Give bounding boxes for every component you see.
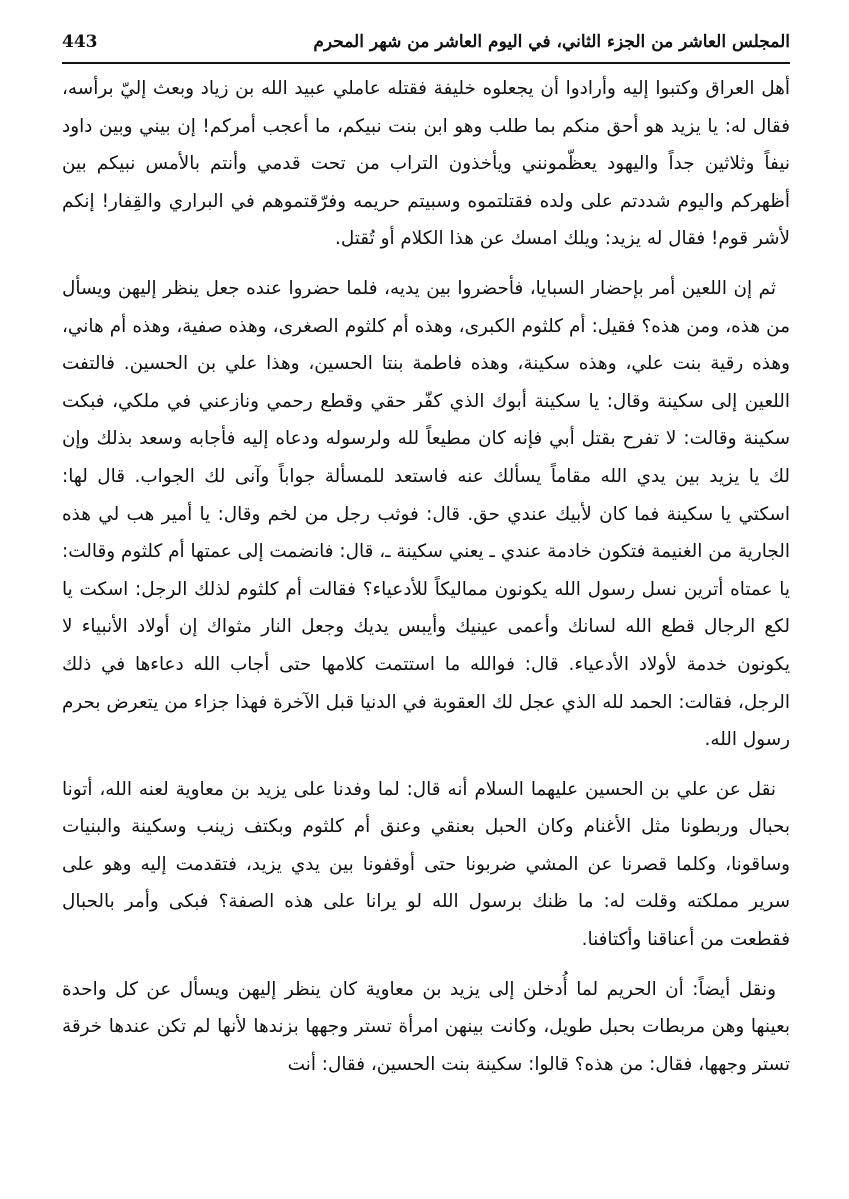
paragraph-ali-narration: نقل عن علي بن الحسين عليهما السلام أنه قال: لما وفدنا على يزيد بن معاوية لعنه الله، أتونا بحبال وربطونا مثل الأغنام وكان الحبل بعنقي وعنق أم كلثوم وبكتف زينب وسكينة والبنيات وساقونا، وكلما قصرنا عن المشي ضربونا حتى أوقفونا بين يدي يزيد، فتقدمت إليه وهو على سرير مملكته وقلت له: ما ظنك برسول الله لو يرانا على هذه الصفة؟ فبكى وأمر بالحبال فقطعت من أعناقنا وأكتافنا. [62, 778, 790, 951]
paragraph-women-entered: ونقل أيضاً: أن الحريم لما أُدخلن إلى يزيد بن معاوية كان ينظر إليهن ويسأل عن كل واحدة بعينها وهن مربطات بحبل طويل، وكانت بينهن امرأة تستر وجهها بزندها لأنها لم تكن عندها خرقة تستر وجهها، فقال: من هذه؟ قالوا: سكينة بنت الحسين، فقال: أنت [62, 978, 790, 1075]
book-page [62, 28, 790, 1095]
paragraph-captives-brought: ثم إن اللعين أمر بإحضار السبايا، فأحضروا بين يديه، فلما حضروا عنده جعل ينظر إليهن ويسأل من هذه، ومن هذه؟ فقيل: أم كلثوم الكبرى، وهذه أم كلثوم الصغرى، وهذه صفية، وهذه أم هاني، وهذه رقية بنت علي، وهذه سكينة، وهذه فاطمة بنتا الحسين، وهذا علي بن الحسين. فالتفت اللعين إلى سكينة وقال: يا سكينة أبوك الذي كفّر حقي وقطع رحمي ونازعني في ملكي، فبكت سكينة وقالت: لا تفرح بقتل أبي فإنه كان مطيعاً لله ولرسوله ودعاه إليه فأجابه وسعد بذلك وإن لك يا يزيد بين يدي الله مقاماً يسألك عنه فاستعد للمسألة جواباً وآنى لك الجواب. قال لها: اسكتي يا سكينة فما كان لأبيك عندي حق. قال: فوثب رجل من لخم وقال: يا أمير هب لي هذه الجارية من الغنيمة فتكون خادمة عندي ـ يعني سكينة ـ، قال: فانضمت إلى عمتها أم كلثوم وقالت: يا عمتاه أترين نسل رسول الله يكونون مماليكاً للأدعياء؟ فقالت أم كلثوم لذلك الرجل: اسكت يا لكع الرجال قطع الله لسانك وأعمى عينيك وأيبس يديك وجعل النار مثواك إن أولاد الأنبياء لا يكونون خدمة لأولاد الأدعياء. قال: فوالله ما استتمت كلامها حتى أجاب الله دعاءها في ذلك الرجل، فقالت: الحمد لله الذي عجل لك العقوبة في الدنيا قبل الآخرة فهذا جزاء من يتعرض بحرم رسول الله. [62, 277, 790, 751]
body-text [62, 70, 790, 1083]
page-number: 443 [62, 32, 98, 52]
running-header [62, 28, 790, 64]
paragraph-continuation: أهل العراق وكتبوا إليه وأرادوا أن يجعلوه خليفة فقتله عاملي عبيد الله بن زياد وبعث إليّ برأسه، فقال له: يا يزيد هو أحق منكم بما طلب وهو ابن بنت نبيكم، ما أعجب أمركم! إن بيني وبين داود نيفاً وثلاثين جداً واليهود يعظّمونني ويأخذون التراب من تحت قدمي وأنتم بالأمس نبيكم بين أظهركم واليوم شددتم على ولده فقتلتموه وسبيتم حريمه وفرّقتموهم في البراري والقِفار! إنكم لأشر قوم! فقال له يزيد: ويلك امسك عن هذا الكلام أو تُقتل. [62, 78, 790, 250]
running-header-title: المجلس العاشر من الجزء الثاني، في اليوم العاشر من شهر المحرم [313, 32, 790, 52]
